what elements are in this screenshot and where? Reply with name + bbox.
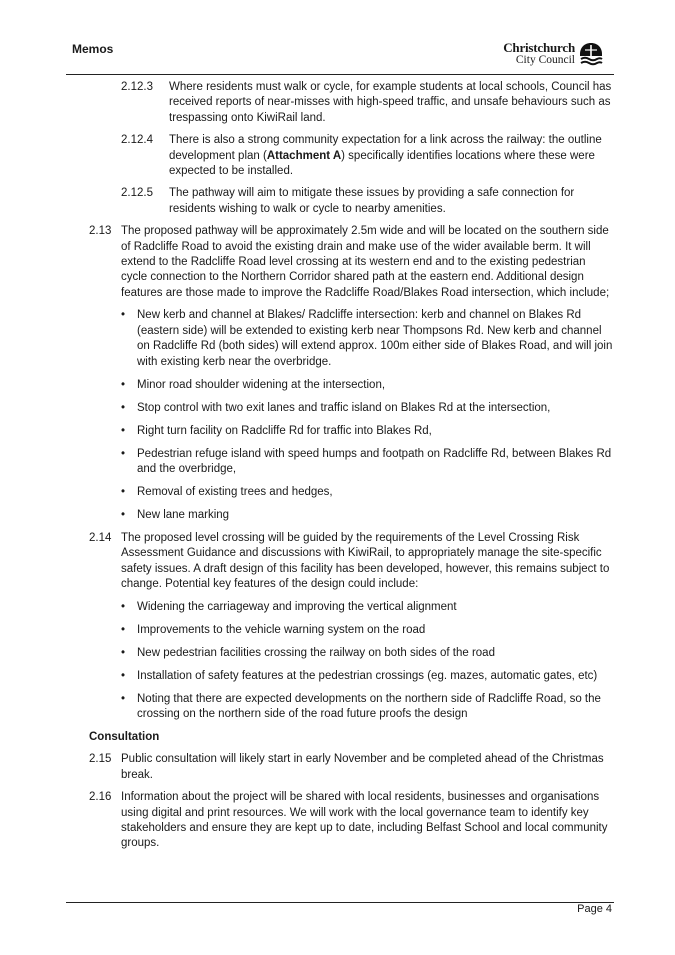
list-item-text: New pedestrian facilities crossing the railway on both sides of the road bbox=[137, 646, 495, 659]
paragraph-number: 2.13 bbox=[89, 225, 112, 238]
bullet-list-2-13 bbox=[0, 308, 675, 523]
page-number: Page 4 bbox=[577, 903, 612, 915]
list-item-text: Noting that there are expected developments on the northern side of Radcliffe Road, so the crossing on the northern side of the road future proofs the design bbox=[137, 692, 601, 720]
bullet-icon: • bbox=[121, 692, 126, 705]
list-item bbox=[0, 447, 675, 478]
footer-rule bbox=[66, 902, 614, 903]
subitem-2-12-5 bbox=[0, 186, 675, 217]
subitem-text-before: There is also a strong community expectation for a link across the railway: the outline development plan ( bbox=[169, 134, 602, 162]
cathedral-emblem-icon bbox=[579, 42, 603, 68]
paragraph-number: 2.14 bbox=[89, 531, 112, 544]
list-item bbox=[0, 308, 675, 370]
bullet-icon: • bbox=[121, 309, 126, 322]
logo-wordmark bbox=[503, 42, 575, 66]
list-item-text: Widening the carriageway and improving the vertical alignment bbox=[137, 600, 457, 613]
logo-line1: Christchurch bbox=[503, 40, 575, 55]
paragraph-2-13 bbox=[0, 224, 675, 301]
paragraph-text: Information about the project will be shared with local residents, businesses and organisations using digital and print resources. We will work with the local governance team to identify key stakeholders and ensure they are kept up to date, including Belfast School and local community groups. bbox=[121, 791, 608, 850]
list-item bbox=[0, 646, 675, 661]
page-header bbox=[72, 42, 603, 70]
bullet-icon: • bbox=[121, 508, 126, 521]
memos-label: Memos bbox=[72, 42, 114, 56]
list-item-text: Installation of safety features at the pedestrian crossings (eg. mazes, automatic gates, etc) bbox=[137, 669, 598, 682]
paragraph-2-14 bbox=[0, 531, 675, 593]
section-heading-consultation: Consultation bbox=[89, 730, 160, 743]
list-item bbox=[0, 600, 675, 615]
bullet-icon: • bbox=[121, 600, 126, 613]
bullet-icon: • bbox=[121, 646, 126, 659]
subitem-number: 2.12.4 bbox=[121, 134, 153, 147]
paragraph-2-15 bbox=[0, 752, 675, 783]
document-body bbox=[0, 80, 675, 859]
list-item bbox=[0, 424, 675, 439]
list-item bbox=[0, 378, 675, 393]
attachment-reference: Attachment A bbox=[266, 149, 342, 162]
subitem-text: The pathway will aim to mitigate these issues by providing a safe connection for residents wishing to walk or cycle to nearby amenities. bbox=[169, 187, 575, 215]
bullet-icon: • bbox=[121, 669, 126, 682]
list-item bbox=[0, 623, 675, 638]
list-item bbox=[0, 508, 675, 523]
bullet-list-2-14 bbox=[0, 600, 675, 723]
subitem-number: 2.12.3 bbox=[121, 81, 153, 93]
bullet-icon: • bbox=[121, 623, 126, 636]
header-rule bbox=[66, 74, 614, 75]
paragraph-number: 2.16 bbox=[89, 791, 112, 804]
subitem-2-12-4 bbox=[0, 133, 675, 179]
subitem-2-12-3 bbox=[0, 80, 675, 126]
logo-line2: City Council bbox=[515, 54, 575, 66]
paragraph-text: Public consultation will likely start in early November and be completed ahead of the Christmas break. bbox=[121, 753, 604, 781]
subitem-number: 2.12.5 bbox=[121, 187, 153, 200]
subitem-text: Where residents must walk or cycle, for example students at local schools, Council has received reports of near-misses with high-speed traffic, and unsafe behaviours such as trespassing onto KiwiRail land. bbox=[169, 81, 612, 124]
list-item-text: Right turn facility on Radcliffe Rd for traffic into Blakes Rd, bbox=[137, 424, 432, 437]
bullet-icon: • bbox=[121, 401, 126, 414]
list-item-text: Stop control with two exit lanes and traffic island on Blakes Rd at the intersection, bbox=[137, 401, 551, 414]
paragraph-text: The proposed level crossing will be guided by the requirements of the Level Crossing Risk Assessment Guidance and discussions with KiwiRail, to appropriately manage the site-specific safety issues. A draft design of this facility has been developed, however, this remains subject to change. Potential key features of the design could include: bbox=[121, 531, 610, 591]
bullet-icon: • bbox=[121, 378, 126, 391]
list-item bbox=[0, 485, 675, 500]
list-item-text: Removal of existing trees and hedges, bbox=[137, 485, 333, 498]
list-item-text: Minor road shoulder widening at the intersection, bbox=[137, 378, 386, 391]
list-item-text: Pedestrian refuge island with speed humps and footpath on Radcliffe Rd, between Blakes Rd and the overbridge, bbox=[137, 447, 612, 475]
council-logo bbox=[503, 42, 603, 70]
list-item-text: New lane marking bbox=[137, 508, 230, 521]
paragraph-number: 2.15 bbox=[89, 753, 112, 766]
list-item-text: New kerb and channel at Blakes/ Radcliffe intersection: kerb and channel on Blakes Rd (eastern side) will be extended to existing kerb near Thompsons Rd. New kerb and channel on Radcliffe Rd (both sides) will extend approx. 100m either side of Blakes Road, and will join with existing kerb near the overbridge. bbox=[137, 309, 613, 368]
paragraph-text: The proposed pathway will be approximately 2.5m wide and will be located on the southern side of Radcliffe Road to avoid the existing drain and make use of the wider available berm. It will extend to the Radcliffe Road level crossing at its western end and to the existing pedestrian cycle connection to the Northern Corridor shared path at the eastern end. Additional design features are those made to improve the Radcliffe Road/Blakes Road intersection, which include; bbox=[121, 225, 610, 299]
list-item-text: Improvements to the vehicle warning system on the road bbox=[137, 623, 426, 636]
bullet-icon: • bbox=[121, 424, 126, 437]
paragraph-2-16 bbox=[0, 790, 675, 852]
bullet-icon: • bbox=[121, 485, 126, 498]
list-item bbox=[0, 692, 675, 723]
subitem-text-after: ) specifically identifies locations where these were expected to be installed. bbox=[169, 149, 595, 178]
list-item bbox=[0, 401, 675, 416]
bullet-icon: • bbox=[121, 447, 126, 460]
list-item bbox=[0, 669, 675, 684]
